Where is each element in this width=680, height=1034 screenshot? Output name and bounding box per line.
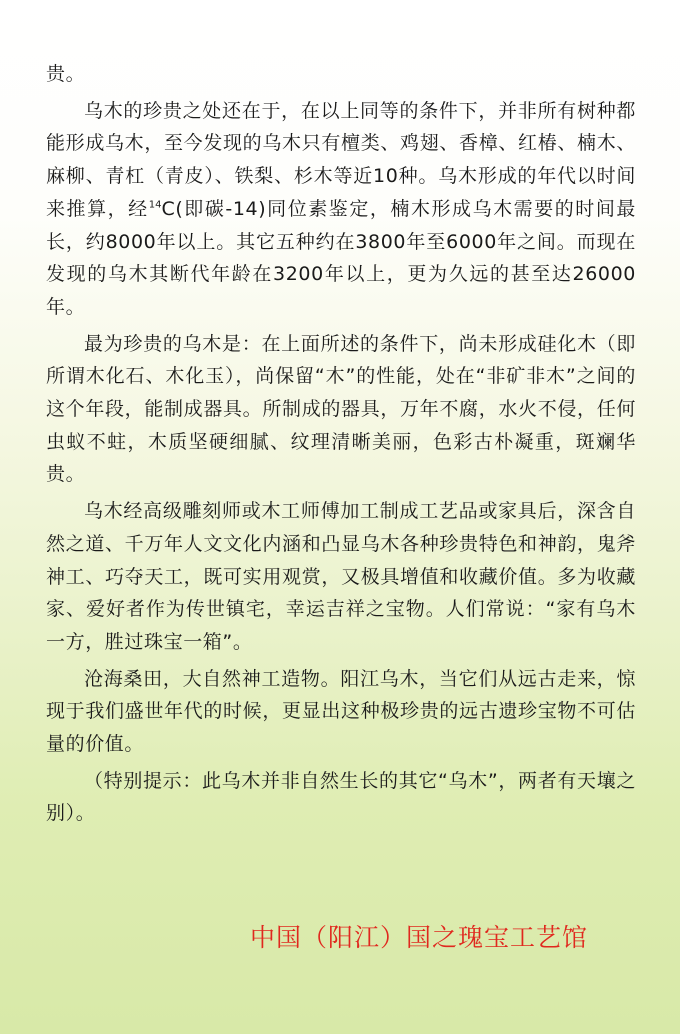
paragraph-1 [46,95,636,324]
paragraph-4: 沧海桑田，大自然神工造物。阳江乌木，当它们从远古走来，惊现于我们盛世年代的时候，更显出这种极珍贵的远古遗珍宝物不可估量的价值。 [46,667,636,756]
paragraph-2: 最为珍贵的乌木是：在上面所述的条件下，尚未形成硅化木（即所谓木化石、木化玉），尚保留“木”的性能，处在“非矿非木”之间的这个年段，能制成器具。所制成的器具，万年不腐，水火不侵，任何虫蚁不蛀，木质坚硬细腻、纹理清晰美丽，色彩古朴凝重，斑斓华贵。 [46,332,636,486]
special-note: （特别提示：此乌木并非自然生长的其它“乌木”，两者有天壤之别）。 [46,769,636,825]
paragraph-1-text: 乌木的珍贵之处还在于，在以上同等的条件下，并非所有树种都能形成乌木，至今发现的乌木只有檀类、鸡翅、香樟、红椿、楠木、麻柳、青杠（青皮）、铁梨、杉木等近10种。乌木形成的年代以时间来推算，经 [46,99,636,220]
paragraph-0: 贵。 [46,63,86,85]
isotope-superscript: 14 [148,199,162,211]
paragraph-3: 乌木经高级雕刻师或木工师傅加工制成工艺品或家具后，深含自然之道、千万年人文文化内涵和凸显乌木各种珍贵特色和神韵，鬼斧神工、巧夺天工，既可实用观赏，又极具增值和收藏价值。多为收藏家、爱好者作为传世镇宅，幸运吉祥之宝物。人们常说：“家有乌木一方，胜过珠宝一箱”。 [46,500,636,653]
document-body [46,58,636,834]
paragraph-1-continuation: C(即碳-14)同位素鉴定，楠木形成乌木需要的时间最长，约8000年以上。其它五种约在3800年至6000年之间。而现在发现的乌木其断代年龄在3200年以上，更为久远的甚至达26000年。 [46,197,636,318]
museum-name: 中国（阳江）国之瑰宝工艺馆 [250,923,589,952]
